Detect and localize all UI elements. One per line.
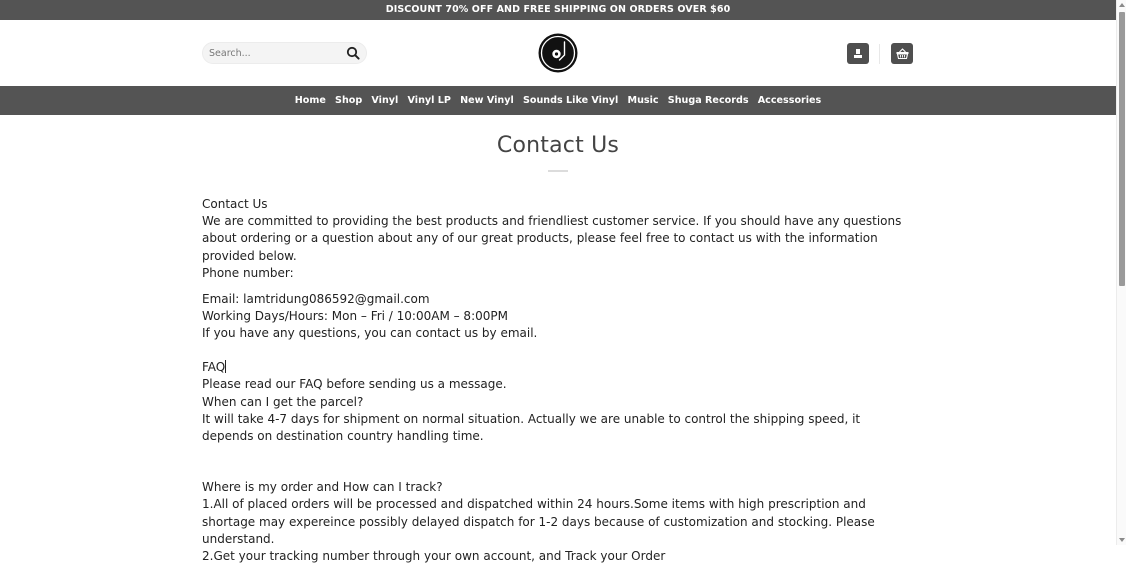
vertical-scrollbar[interactable] [1116,0,1126,545]
site-header [0,20,1116,86]
main-nav [0,86,1116,115]
scroll-down-arrow-icon[interactable] [1118,537,1126,543]
title-divider [548,170,568,172]
faq-answer-2-part-2: 2.Get your tracking number through your own account, and Track your Order [202,548,666,563]
cart-button[interactable] [891,43,913,64]
faq-answer-2-part-1: 1.All of placed orders will be processed and dispatched within 24 hours.Some items with high prescription and shortage may expereince possibly delayed dispatch for 1-2 days because of customization and stocking. Please understand. [202,497,875,546]
nav-item-accessories[interactable]: Accessories [757,95,822,106]
nav-item-music[interactable]: Music [627,95,659,106]
scrollbar-thumb[interactable] [1119,12,1125,286]
text-cursor [225,360,226,373]
nav-item-vinyl[interactable]: Vinyl [371,95,399,106]
search-box[interactable] [202,42,367,64]
working-hours: Working Days/Hours: Mon – Fri / 10:00AM – 8:00PM [202,308,508,323]
content-heading: Contact Us [202,197,268,211]
scroll-up-arrow-icon[interactable] [1118,2,1126,8]
faq-answer-1: It will take 4-7 days for shipment on normal situation. Actually we are unable to control the shipping speed, it depends on destination country handling time. [202,411,861,443]
basket-icon [896,48,909,59]
email-line: Email: lamtridung086592@gmail.com [202,291,430,306]
user-icon [853,48,863,59]
nav-item-home[interactable]: Home [294,95,326,106]
nav-item-sounds-like-vinyl[interactable]: Sounds Like Vinyl [522,95,619,106]
account-button[interactable] [847,43,869,64]
announcement-bar: DISCOUNT 70% OFF AND FREE SHIPPING ON ORDERS OVER $60 [0,0,1116,20]
faq-intro: Please read our FAQ before sending us a message. [202,377,507,392]
faq-question-2: Where is my order and How can I track? [202,480,443,495]
intro-paragraph: We are committed to providing the best products and friendliest customer service. If you should have any questions about ordering or a question about any of our great products, please feel free to contact us with the information provided below. [202,214,902,263]
page-content [202,196,914,565]
page-title-section [0,115,1116,172]
nav-item-shop[interactable]: Shop [335,95,363,106]
header-divider [879,44,880,64]
nav-item-shuga-records[interactable]: Shuga Records [667,95,749,106]
search-icon[interactable] [346,46,360,60]
faq-question-1: When can I get the parcel? [202,394,364,409]
search-input[interactable] [209,45,339,62]
phone-label: Phone number: [202,265,294,280]
faq-heading: FAQ [202,360,226,375]
page-title: Contact Us [496,133,620,158]
nav-item-new-vinyl[interactable]: New Vinyl [460,95,514,106]
turntable-record-icon[interactable] [538,33,578,73]
email-note: If you have any questions, you can contact us by email. [202,325,538,340]
nav-item-vinyl-lp[interactable]: Vinyl LP [407,95,451,106]
